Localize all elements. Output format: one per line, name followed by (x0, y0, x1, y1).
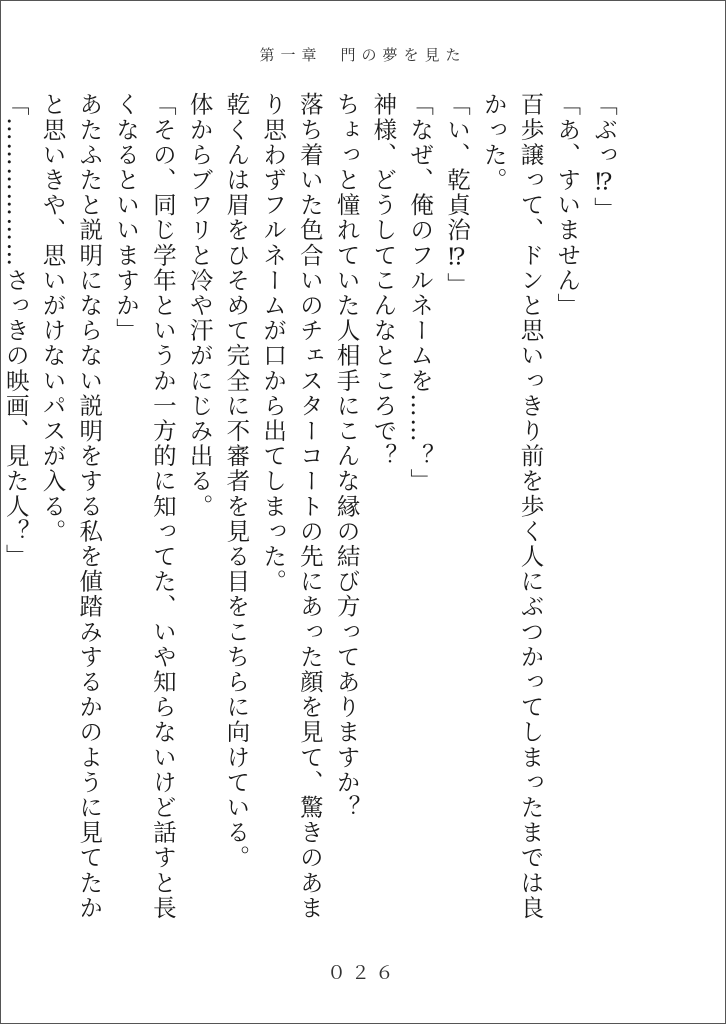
paragraph: 体からブワリと冷や汗がにじみ出る。 (185, 92, 214, 519)
paragraph: 「ぶっ⁉」 (590, 92, 618, 222)
body-text (0, 92, 622, 932)
chapter-number: 第一章 (259, 46, 323, 64)
paragraph: 「その、同じ学年というか一方的に知ってた、いや知らないけど話すと長くなるといいますか」 (112, 92, 177, 921)
paragraph: 「い、乾貞治⁉」 (442, 92, 471, 298)
paragraph: 乾くんは眉をひそめて完全に不審者を見る目をこちらに向けている。 (222, 92, 251, 871)
page-number: ０２６ (326, 962, 399, 984)
paragraph: ちょっと憧れていた人相手にこんな縁の結び方ってありますか？ (332, 92, 361, 820)
paragraph: 神様、どうしてこんなところで？ (369, 92, 398, 469)
paragraph: 「………………さっきの映画、見た人？」 (1, 92, 30, 569)
paragraph: 「あ、すいません」 (553, 92, 582, 318)
running-head (0, 44, 726, 65)
paragraph: 百歩譲って、ドンと思いっきり前を歩く人にぶつかってしまったまでは良かった。 (479, 92, 545, 921)
paragraph: あたふたと説明にならない説明をする私を値踏みするかのように見てたかと思いきや、思いがけないパスが入る。 (38, 92, 104, 921)
chapter-title: 門の夢を見た (340, 46, 467, 64)
paragraph: 「なぜ、俺のフルネームを……？」 (406, 92, 435, 494)
paragraph: 落ち着いた色合いのチェスターコートの先にあった顔を見て、驚きのあまり思わずフルネームが口から出てしまった。 (259, 92, 324, 921)
